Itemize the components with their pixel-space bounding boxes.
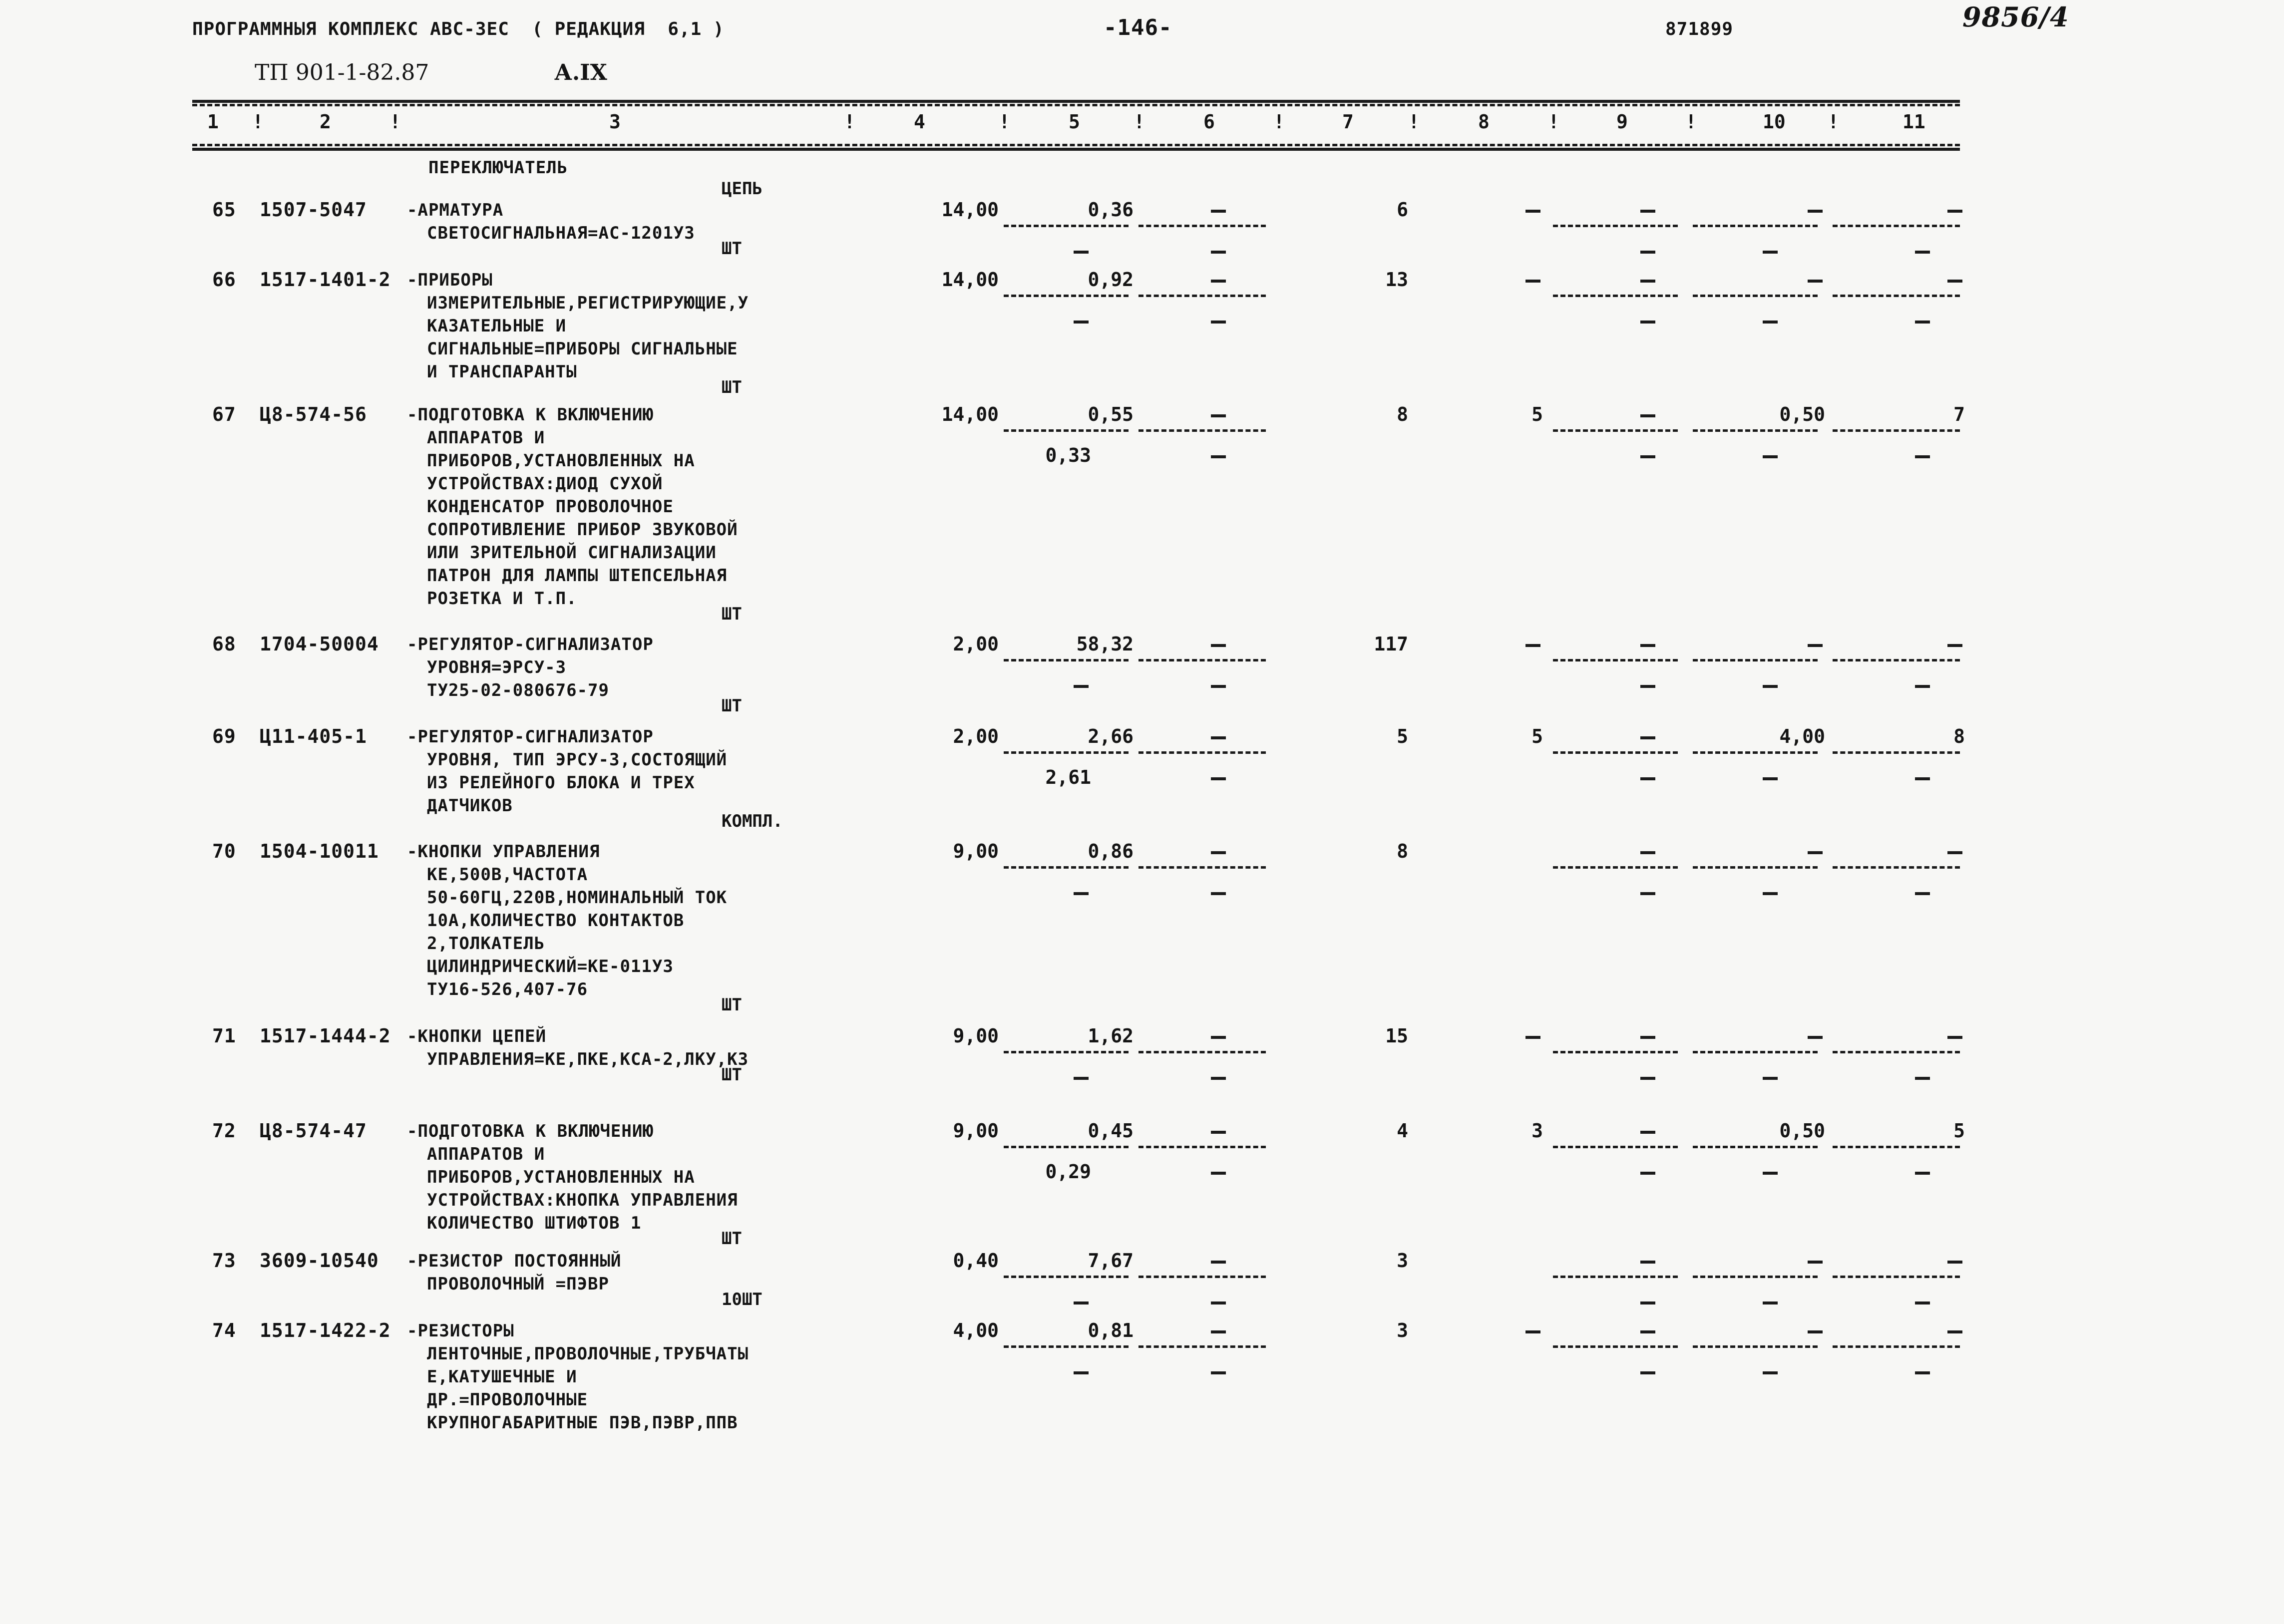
row-number: 65 <box>212 199 236 221</box>
cell-col5-lower: 0,33 <box>1045 444 1091 466</box>
row-number: 70 <box>212 840 236 862</box>
cell-col5: 1,62 <box>1088 1025 1134 1047</box>
cell-col11-lower <box>1915 251 1930 254</box>
row-description-line: СВЕТОСИГНАЛЬНАЯ=АС-1201УЗ <box>427 223 695 243</box>
cell-col11: 8 <box>1953 725 1965 747</box>
cell-col6 <box>1211 414 1226 417</box>
cell-col8 <box>1525 1036 1540 1039</box>
row-underline <box>1004 1345 1129 1348</box>
row-underline <box>1833 866 1960 869</box>
row-underline <box>1693 866 1818 869</box>
row-description-line: -КНОПКИ ЦЕПЕЙ <box>407 1026 547 1046</box>
row-description-line: -ПОДГОТОВКА К ВКЛЮЧЕНИЮ <box>407 405 654 425</box>
cell-col8 <box>1525 210 1540 213</box>
row-underline <box>1553 659 1678 661</box>
column-number-4: 4 <box>914 111 925 133</box>
row-underline <box>1553 429 1678 432</box>
row-code: 1517-1444-2 <box>260 1025 391 1047</box>
cell-col11-lower <box>1915 892 1930 895</box>
cell-col5: 0,81 <box>1088 1319 1134 1341</box>
cell-col10: 4,00 <box>1779 725 1825 747</box>
row-code: Ц11-405-1 <box>260 725 367 747</box>
row-description-line: КРУПНОГАБАРИТНЫЕ ПЭВ,ПЭВР,ППВ <box>427 1413 738 1433</box>
cell-col5-lower <box>1074 1077 1089 1080</box>
cell-col7: 6 <box>1397 199 1408 221</box>
cell-col10-lower <box>1763 1172 1778 1175</box>
row-description-line: -РЕЗИСТОРЫ <box>407 1321 514 1341</box>
cell-col9 <box>1640 1036 1655 1039</box>
row-underline <box>1693 295 1818 297</box>
row-underline <box>1833 751 1960 754</box>
cell-col9 <box>1640 280 1655 283</box>
cell-col10: 0,50 <box>1779 1120 1825 1142</box>
cell-col5: 0,36 <box>1088 199 1134 221</box>
row-underline <box>1833 1051 1960 1053</box>
row-description-line: -ПОДГОТОВКА К ВКЛЮЧЕНИЮ <box>407 1121 654 1141</box>
column-separator: ! <box>1134 111 1145 133</box>
row-underline <box>1004 1051 1129 1053</box>
cell-col5: 2,66 <box>1088 725 1134 747</box>
cell-col6-lower <box>1211 1301 1226 1304</box>
row-unit: ШТ <box>722 1065 742 1085</box>
header-rule-top <box>192 100 1960 103</box>
row-number: 66 <box>212 269 236 291</box>
row-description-line: ДАТЧИКОВ <box>427 796 513 816</box>
row-unit: ШТ <box>722 1229 742 1249</box>
cell-col4: 9,00 <box>953 1120 999 1142</box>
cell-col10 <box>1808 1036 1823 1039</box>
cell-col6 <box>1211 1036 1226 1039</box>
column-separator: ! <box>999 111 1010 133</box>
cell-col7: 15 <box>1385 1025 1408 1047</box>
row-underline <box>1833 225 1960 227</box>
cell-col7: 117 <box>1374 633 1408 655</box>
row-underline <box>1553 1146 1678 1148</box>
cell-col10-lower <box>1763 455 1778 458</box>
row-number: 73 <box>212 1250 236 1272</box>
cell-col11-lower <box>1915 321 1930 324</box>
cell-col11-lower <box>1915 455 1930 458</box>
cell-col7: 3 <box>1397 1250 1408 1272</box>
row-description-line: ПАТРОН ДЛЯ ЛАМПЫ ШТЕПСЕЛЬНАЯ <box>427 566 728 586</box>
cell-col7: 8 <box>1397 403 1408 425</box>
row-underline <box>1553 866 1678 869</box>
row-description-line: УРОВНЯ, ТИП ЭРСУ-3,СОСТОЯЩИЙ <box>427 750 728 770</box>
cell-col5-lower <box>1074 892 1089 895</box>
cell-col4: 14,00 <box>941 199 999 221</box>
cell-col9-lower <box>1640 777 1655 780</box>
row-description-line: ДР.=ПРОВОЛОЧНЫЕ <box>427 1390 588 1410</box>
header-rule-bottom-2 <box>192 148 1960 151</box>
row-unit: ШТ <box>722 604 742 624</box>
row-underline <box>1004 225 1129 227</box>
row-underline <box>1139 866 1266 869</box>
row-description-line: -АРМАТУРА <box>407 200 504 220</box>
document-number: 871899 <box>1665 19 1734 39</box>
row-number: 67 <box>212 403 236 425</box>
column-number-6: 6 <box>1203 111 1215 133</box>
cell-col11-lower <box>1915 777 1930 780</box>
row-description-line: ИЗМЕРИТЕЛЬНЫЕ,РЕГИСТРИРУЮЩИЕ,У <box>427 293 749 313</box>
cell-col4: 14,00 <box>941 403 999 425</box>
cell-col9-lower <box>1640 892 1655 895</box>
cell-col6-lower <box>1211 777 1226 780</box>
column-separator: ! <box>389 111 401 133</box>
row-description-line: РОЗЕТКА И Т.П. <box>427 589 577 609</box>
row-underline <box>1139 1345 1266 1348</box>
cell-col4: 9,00 <box>953 840 999 862</box>
column-number-3: 3 <box>609 111 621 133</box>
cell-col7: 8 <box>1397 840 1408 862</box>
cell-col6-lower <box>1211 1172 1226 1175</box>
cell-col7: 3 <box>1397 1319 1408 1341</box>
row-code: 1517-1401-2 <box>260 269 391 291</box>
row-description-line: КАЗАТЕЛЬНЫЕ И <box>427 316 567 336</box>
page-number: -146- <box>1104 15 1172 40</box>
column-separator: ! <box>1828 111 1839 133</box>
row-underline <box>1553 295 1678 297</box>
column-number-9: 9 <box>1616 111 1628 133</box>
cell-col8: 3 <box>1531 1120 1543 1142</box>
cell-col5-lower <box>1074 251 1089 254</box>
cell-col6-lower <box>1211 321 1226 324</box>
row-underline <box>1139 751 1266 754</box>
cell-col5: 0,92 <box>1088 269 1134 291</box>
row-code: Ц8-574-47 <box>260 1120 367 1142</box>
row-description-line: ПРОВОЛОЧНЫЙ =ПЭВР <box>427 1274 609 1294</box>
row-underline <box>1004 429 1129 432</box>
cell-col7: 13 <box>1385 269 1408 291</box>
row-underline <box>1693 1276 1818 1278</box>
row-number: 68 <box>212 633 236 655</box>
cell-col10-lower <box>1763 1077 1778 1080</box>
cell-col5: 58,32 <box>1076 633 1134 655</box>
row-description-line: ТУ25-02-080676-79 <box>427 680 609 700</box>
row-underline <box>1004 659 1129 661</box>
row-description-line: АППАРАТОВ И <box>427 428 545 448</box>
row-code: 1507-5047 <box>260 199 367 221</box>
cell-col9-lower <box>1640 1371 1655 1374</box>
row-description-line: ЛЕНТОЧНЫЕ,ПРОВОЛОЧНЫЕ,ТРУБЧАТЫ <box>427 1344 749 1364</box>
header-rule-bottom <box>192 144 1960 146</box>
header-rule-top-2 <box>192 104 1960 106</box>
column-separator: ! <box>844 111 855 133</box>
row-code: 3609-10540 <box>260 1250 379 1272</box>
row-code: 1504-10011 <box>260 840 379 862</box>
row-description-line: ПРИБОРОВ,УСТАНОВЛЕННЫХ НА <box>427 1167 695 1187</box>
column-number-10: 10 <box>1763 111 1786 133</box>
row-underline <box>1553 225 1678 227</box>
cell-col11 <box>1947 1261 1962 1264</box>
row-code: 1517-1422-2 <box>260 1319 391 1341</box>
cell-col6-lower <box>1211 1077 1226 1080</box>
row-underline <box>1833 1146 1960 1148</box>
cell-col9 <box>1640 851 1655 854</box>
cell-col6 <box>1211 280 1226 283</box>
row-underline <box>1693 429 1818 432</box>
cell-col11-lower <box>1915 685 1930 688</box>
cell-col6 <box>1211 736 1226 739</box>
cell-col5: 0,45 <box>1088 1120 1134 1142</box>
row-underline <box>1553 751 1678 754</box>
cell-col9 <box>1640 1330 1655 1333</box>
row-description-line: УСТРОЙСТВАХ:ДИОД СУХОЙ <box>427 474 663 494</box>
row-underline <box>1139 1276 1266 1278</box>
row-number: 69 <box>212 725 236 747</box>
row-underline <box>1004 1276 1129 1278</box>
cell-col10: 0,50 <box>1779 403 1825 425</box>
column-separator: ! <box>252 111 264 133</box>
cell-col10-lower <box>1763 777 1778 780</box>
row-underline <box>1553 1051 1678 1053</box>
cell-col6-lower <box>1211 251 1226 254</box>
row-number: 71 <box>212 1025 236 1047</box>
column-number-11: 11 <box>1903 111 1925 133</box>
row-underline <box>1553 1276 1678 1278</box>
cell-col8: 5 <box>1531 403 1543 425</box>
cell-col8 <box>1525 280 1540 283</box>
row-description-line: И ТРАНСПАРАНТЫ <box>427 362 577 382</box>
row-description-line: УСТРОЙСТВАХ:КНОПКА УПРАВЛЕНИЯ <box>427 1190 738 1210</box>
cell-col9 <box>1640 414 1655 417</box>
cell-col10-lower <box>1763 892 1778 895</box>
cell-col11 <box>1947 644 1962 647</box>
cell-col10-lower <box>1763 685 1778 688</box>
cell-col11-lower <box>1915 1301 1930 1304</box>
row-number: 74 <box>212 1319 236 1341</box>
row-underline <box>1693 225 1818 227</box>
row-underline <box>1553 1345 1678 1348</box>
cell-col6 <box>1211 1131 1226 1134</box>
cell-col11 <box>1947 1036 1962 1039</box>
cell-col9 <box>1640 1261 1655 1264</box>
row-underline <box>1139 1146 1266 1148</box>
cell-col5: 0,55 <box>1088 403 1134 425</box>
cell-col8: 5 <box>1531 725 1543 747</box>
cell-col9-lower <box>1640 455 1655 458</box>
row-description-line: -РЕГУЛЯТОР-СИГНАЛИЗАТОР <box>407 635 654 654</box>
cell-col5: 0,86 <box>1088 840 1134 862</box>
row-underline <box>1693 1345 1818 1348</box>
row-unit: ШТ <box>722 377 742 397</box>
cell-col10 <box>1808 280 1823 283</box>
row-underline <box>1833 1345 1960 1348</box>
cell-col5: 7,67 <box>1088 1250 1134 1272</box>
program-header: ПРОГРАММНЫЯ КОМПЛЕКС АВС-ЗЕС ( РЕДАКЦИЯ 6,1 ) <box>192 19 725 39</box>
row-description-line: ИЗ РЕЛЕЙНОГО БЛОКА И ТРЕХ <box>427 773 695 793</box>
column-separator: ! <box>1685 111 1697 133</box>
cell-col11 <box>1947 1330 1962 1333</box>
column-separator: ! <box>1273 111 1285 133</box>
cell-col5-lower <box>1074 1371 1089 1374</box>
row-underline <box>1139 659 1266 661</box>
album-label: А.IX <box>554 60 607 85</box>
row-unit: КОМПЛ. <box>722 811 783 831</box>
column-separator: ! <box>1408 111 1420 133</box>
row-underline <box>1833 659 1960 661</box>
cell-col10 <box>1808 210 1823 213</box>
cell-col11-lower <box>1915 1172 1930 1175</box>
cell-col6 <box>1211 644 1226 647</box>
cell-col10-lower <box>1763 251 1778 254</box>
cell-col11-lower <box>1915 1371 1930 1374</box>
cell-col9-lower <box>1640 1301 1655 1304</box>
cell-col6 <box>1211 1261 1226 1264</box>
row-unit: ШТ <box>722 239 742 259</box>
row-description-line: 10А,КОЛИЧЕСТВО КОНТАКТОВ <box>427 911 685 931</box>
row-code: Ц8-574-56 <box>260 403 367 425</box>
row-description-line: КЕ,500В,ЧАСТОТА <box>427 865 588 885</box>
cell-col4: 0,40 <box>953 1250 999 1272</box>
cell-col8 <box>1525 1330 1540 1333</box>
cell-col7: 4 <box>1397 1120 1408 1142</box>
row-underline <box>1004 1146 1129 1148</box>
pre-row-text: ПЕРЕКЛЮЧАТЕЛЬ <box>428 158 568 178</box>
cell-col5-lower: 2,61 <box>1045 766 1091 788</box>
cell-col4: 14,00 <box>941 269 999 291</box>
row-description-line: ЦИЛИНДРИЧЕСКИЙ=КЕ-011УЗ <box>427 957 674 976</box>
row-underline <box>1004 295 1129 297</box>
row-underline <box>1693 1146 1818 1148</box>
cell-col4: 2,00 <box>953 725 999 747</box>
row-description-line: -РЕГУЛЯТОР-СИГНАЛИЗАТОР <box>407 727 654 747</box>
cell-col6 <box>1211 210 1226 213</box>
cell-col6-lower <box>1211 892 1226 895</box>
cell-col11 <box>1947 210 1962 213</box>
cell-col6-lower <box>1211 1371 1226 1374</box>
row-code: 1704-50004 <box>260 633 379 655</box>
row-unit: ШТ <box>722 696 742 716</box>
cell-col9 <box>1640 1131 1655 1134</box>
cell-col6-lower <box>1211 685 1226 688</box>
row-underline <box>1833 1276 1960 1278</box>
cell-col9-lower <box>1640 251 1655 254</box>
row-description-line: -КНОПКИ УПРАВЛЕНИЯ <box>407 842 600 862</box>
column-number-2: 2 <box>320 111 331 133</box>
row-description-line: АППАРАТОВ И <box>427 1144 545 1164</box>
row-description-line: 2,ТОЛКАТЕЛЬ <box>427 934 545 954</box>
project-code: ТП 901-1-82.87 <box>255 60 429 85</box>
pre-row-unit: ЦЕПЬ <box>722 179 762 199</box>
row-underline <box>1833 295 1960 297</box>
row-unit: 10ШТ <box>722 1290 762 1309</box>
row-underline <box>1693 1051 1818 1053</box>
cell-col11 <box>1947 851 1962 854</box>
row-description-line: ИЛИ ЗРИТЕЛЬНОЙ СИГНАЛИЗАЦИИ <box>427 543 717 563</box>
row-description-line: 50-60ГЦ,220В,НОМИНАЛЬНЫЙ ТОК <box>427 888 728 908</box>
cell-col5-lower <box>1074 321 1089 324</box>
cell-col11 <box>1947 280 1962 283</box>
column-number-7: 7 <box>1342 111 1354 133</box>
column-number-5: 5 <box>1069 111 1080 133</box>
row-number: 72 <box>212 1120 236 1142</box>
cell-col5-lower: 0,29 <box>1045 1161 1091 1183</box>
row-description-line: УРОВНЯ=ЭРСУ-3 <box>427 657 567 677</box>
column-number-1: 1 <box>207 111 219 133</box>
cell-col9-lower <box>1640 1077 1655 1080</box>
row-underline <box>1139 429 1266 432</box>
cell-col11: 5 <box>1953 1120 1965 1142</box>
cell-col9 <box>1640 644 1655 647</box>
cell-col6 <box>1211 1330 1226 1333</box>
cell-col4: 2,00 <box>953 633 999 655</box>
row-underline <box>1833 429 1960 432</box>
cell-col10 <box>1808 644 1823 647</box>
cell-col9 <box>1640 736 1655 739</box>
row-description-line: КОЛИЧЕСТВО ШТИФТОВ 1 <box>427 1213 642 1233</box>
cell-col7: 5 <box>1397 725 1408 747</box>
cell-col6-lower <box>1211 455 1226 458</box>
cell-col9-lower <box>1640 321 1655 324</box>
cell-col10-lower <box>1763 1301 1778 1304</box>
row-underline <box>1139 225 1266 227</box>
cell-col5-lower <box>1074 685 1089 688</box>
row-underline <box>1139 295 1266 297</box>
row-description-line: -ПРИБОРЫ <box>407 270 493 290</box>
cell-col11: 7 <box>1953 403 1965 425</box>
row-description-line: СОПРОТИВЛЕНИЕ ПРИБОР ЗВУКОВОЙ <box>427 520 738 540</box>
cell-col4: 9,00 <box>953 1025 999 1047</box>
cell-col9-lower <box>1640 1172 1655 1175</box>
row-description-line: -РЕЗИСТОР ПОСТОЯННЫЙ <box>407 1251 622 1271</box>
cell-col9 <box>1640 210 1655 213</box>
row-underline <box>1693 751 1818 754</box>
column-number-8: 8 <box>1478 111 1490 133</box>
cell-col4: 4,00 <box>953 1319 999 1341</box>
row-description-line: УПРАВЛЕНИЯ=КЕ,ПКЕ,КСА-2,ЛКУ,КЗ <box>427 1049 749 1069</box>
cell-col10-lower <box>1763 321 1778 324</box>
cell-col10-lower <box>1763 1371 1778 1374</box>
row-description-line: ТУ16-526,407-76 <box>427 979 588 999</box>
cell-col9-lower <box>1640 685 1655 688</box>
row-description-line: СИГНАЛЬНЫЕ=ПРИБОРЫ СИГНАЛЬНЫЕ <box>427 339 738 359</box>
row-description-line: ПРИБОРОВ,УСТАНОВЛЕННЫХ НА <box>427 451 695 471</box>
row-underline <box>1139 1051 1266 1053</box>
row-description-line: КОНДЕНСАТОР ПРОВОЛОЧНОЕ <box>427 497 674 517</box>
handwritten-stamp: 9856/4 <box>1962 1 2069 33</box>
row-description-line: Е,КАТУШЕЧНЫЕ И <box>427 1367 577 1387</box>
cell-col10 <box>1808 1330 1823 1333</box>
cell-col11-lower <box>1915 1077 1930 1080</box>
row-underline <box>1004 751 1129 754</box>
cell-col5-lower <box>1074 1301 1089 1304</box>
cell-col10 <box>1808 1261 1823 1264</box>
column-separator: ! <box>1548 111 1559 133</box>
cell-col8 <box>1525 644 1540 647</box>
row-underline <box>1004 866 1129 869</box>
cell-col6 <box>1211 851 1226 854</box>
row-underline <box>1693 659 1818 661</box>
row-unit: ШТ <box>722 995 742 1015</box>
cell-col10 <box>1808 851 1823 854</box>
